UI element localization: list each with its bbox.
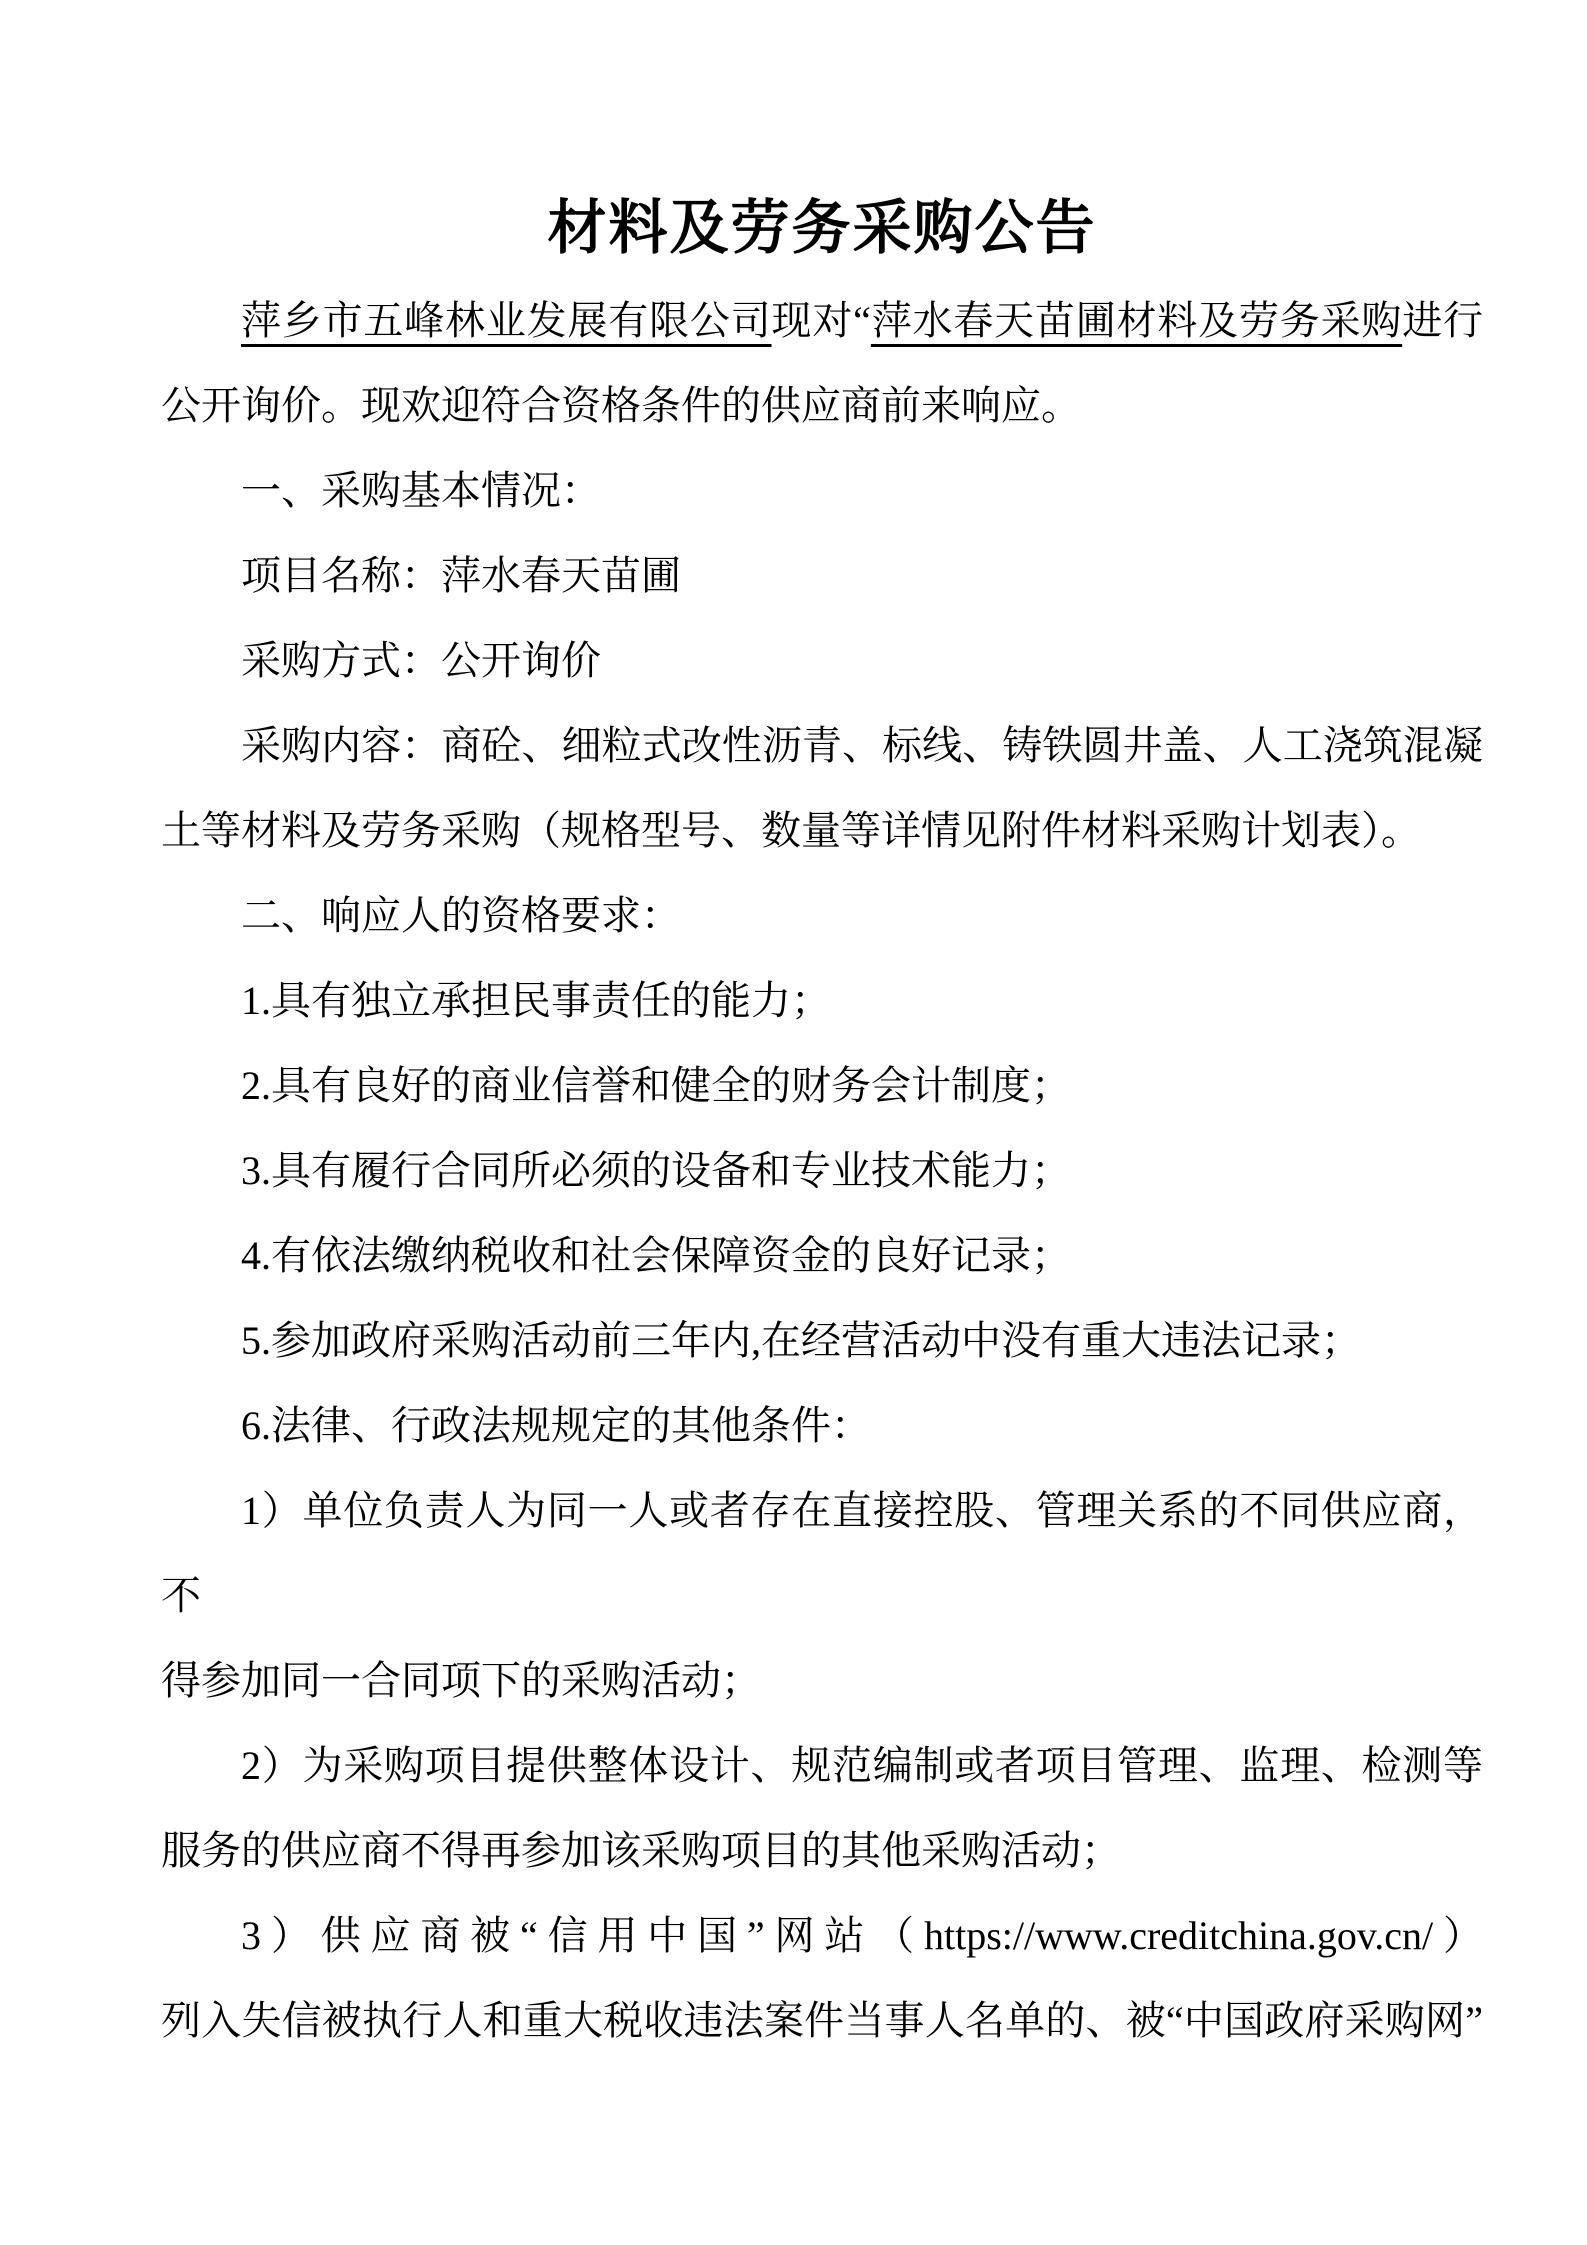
paragraph-line — [161, 618, 1483, 703]
paragraph-line — [161, 363, 1483, 448]
document-body — [161, 278, 1483, 2063]
text-segment: 1.具有独立承担民事责任的能力； — [241, 978, 831, 1023]
text-segment: 4.有依法缴纳税收和社会保障资金的良好记录； — [241, 1233, 1071, 1278]
text-segment: 1）单位负责人为同一人或者存在直接控股、管理关系的不同供应商，不 — [161, 1488, 1483, 1618]
paragraph-line — [161, 1043, 1483, 1128]
paragraph-line — [161, 958, 1483, 1043]
paragraph-line — [161, 1298, 1483, 1383]
text-segment: 6.法律、行政法规规定的其他条件： — [241, 1403, 871, 1448]
text-segment: 3）供应商被“信用中国”网站（https://www.creditchina.gov.cn/） — [241, 1913, 1483, 1958]
paragraph-line — [161, 533, 1483, 618]
underlined-text: 萍水春天苗圃材料及劳务采购 — [870, 298, 1403, 343]
paragraph-line — [161, 1723, 1483, 1808]
paragraph-line — [161, 278, 1483, 363]
text-segment: 3.具有履行合同所必须的设备和专业技术能力； — [241, 1148, 1071, 1193]
text-segment: 土等材料及劳务采购（规格型号、数量等详情见附件材料采购计划表）。 — [161, 808, 1421, 853]
text-segment: 一、采购基本情况： — [241, 468, 601, 513]
text-segment: 公开询价。现欢迎符合资格条件的供应商前来响应。 — [161, 383, 1081, 428]
text-segment: 得参加同一合同项下的采购活动； — [161, 1658, 761, 1703]
paragraph-line — [161, 873, 1483, 958]
text-segment: 项目名称：萍水春天苗圃 — [241, 553, 681, 598]
text-segment: 列入失信被执行人和重大税收违法案件当事人名单的、被“中国政府采购网” — [161, 1998, 1483, 2043]
text-segment: 现对“ — [771, 298, 871, 343]
text-segment: 2）为采购项目提供整体设计、规范编制或者项目管理、监理、检测等 — [241, 1743, 1483, 1788]
paragraph-line — [161, 1468, 1483, 1638]
text-segment: 进行 — [1402, 298, 1484, 343]
paragraph-line — [161, 788, 1483, 873]
paragraph-line — [161, 448, 1483, 533]
paragraph-line — [161, 1978, 1483, 2063]
paragraph-line — [161, 1213, 1483, 1298]
page-title: 材料及劳务采购公告 — [547, 195, 1097, 261]
paragraph-line — [161, 1383, 1483, 1468]
paragraph-line — [161, 1128, 1483, 1213]
text-segment: 2.具有良好的商业信誉和健全的财务会计制度； — [241, 1063, 1071, 1108]
text-segment: 二、响应人的资格要求： — [241, 893, 681, 938]
text-segment: 服务的供应商不得再参加该采购项目的其他采购活动； — [161, 1828, 1121, 1873]
paragraph-line — [161, 1893, 1483, 1978]
underlined-text: 萍乡市五峰林业发展有限公司 — [241, 298, 772, 343]
paragraph-line — [161, 1638, 1483, 1723]
paragraph-line — [161, 1808, 1483, 1893]
text-segment: 采购方式：公开询价 — [241, 638, 601, 683]
document-content — [161, 197, 1483, 2063]
text-segment: 5.参加政府采购活动前三年内,在经营活动中没有重大违法记录； — [241, 1318, 1361, 1363]
text-segment: 采购内容：商砼、细粒式改性沥青、标线、铸铁圆井盖、人工浇筑混凝 — [241, 723, 1483, 768]
paragraph-line — [161, 703, 1483, 788]
